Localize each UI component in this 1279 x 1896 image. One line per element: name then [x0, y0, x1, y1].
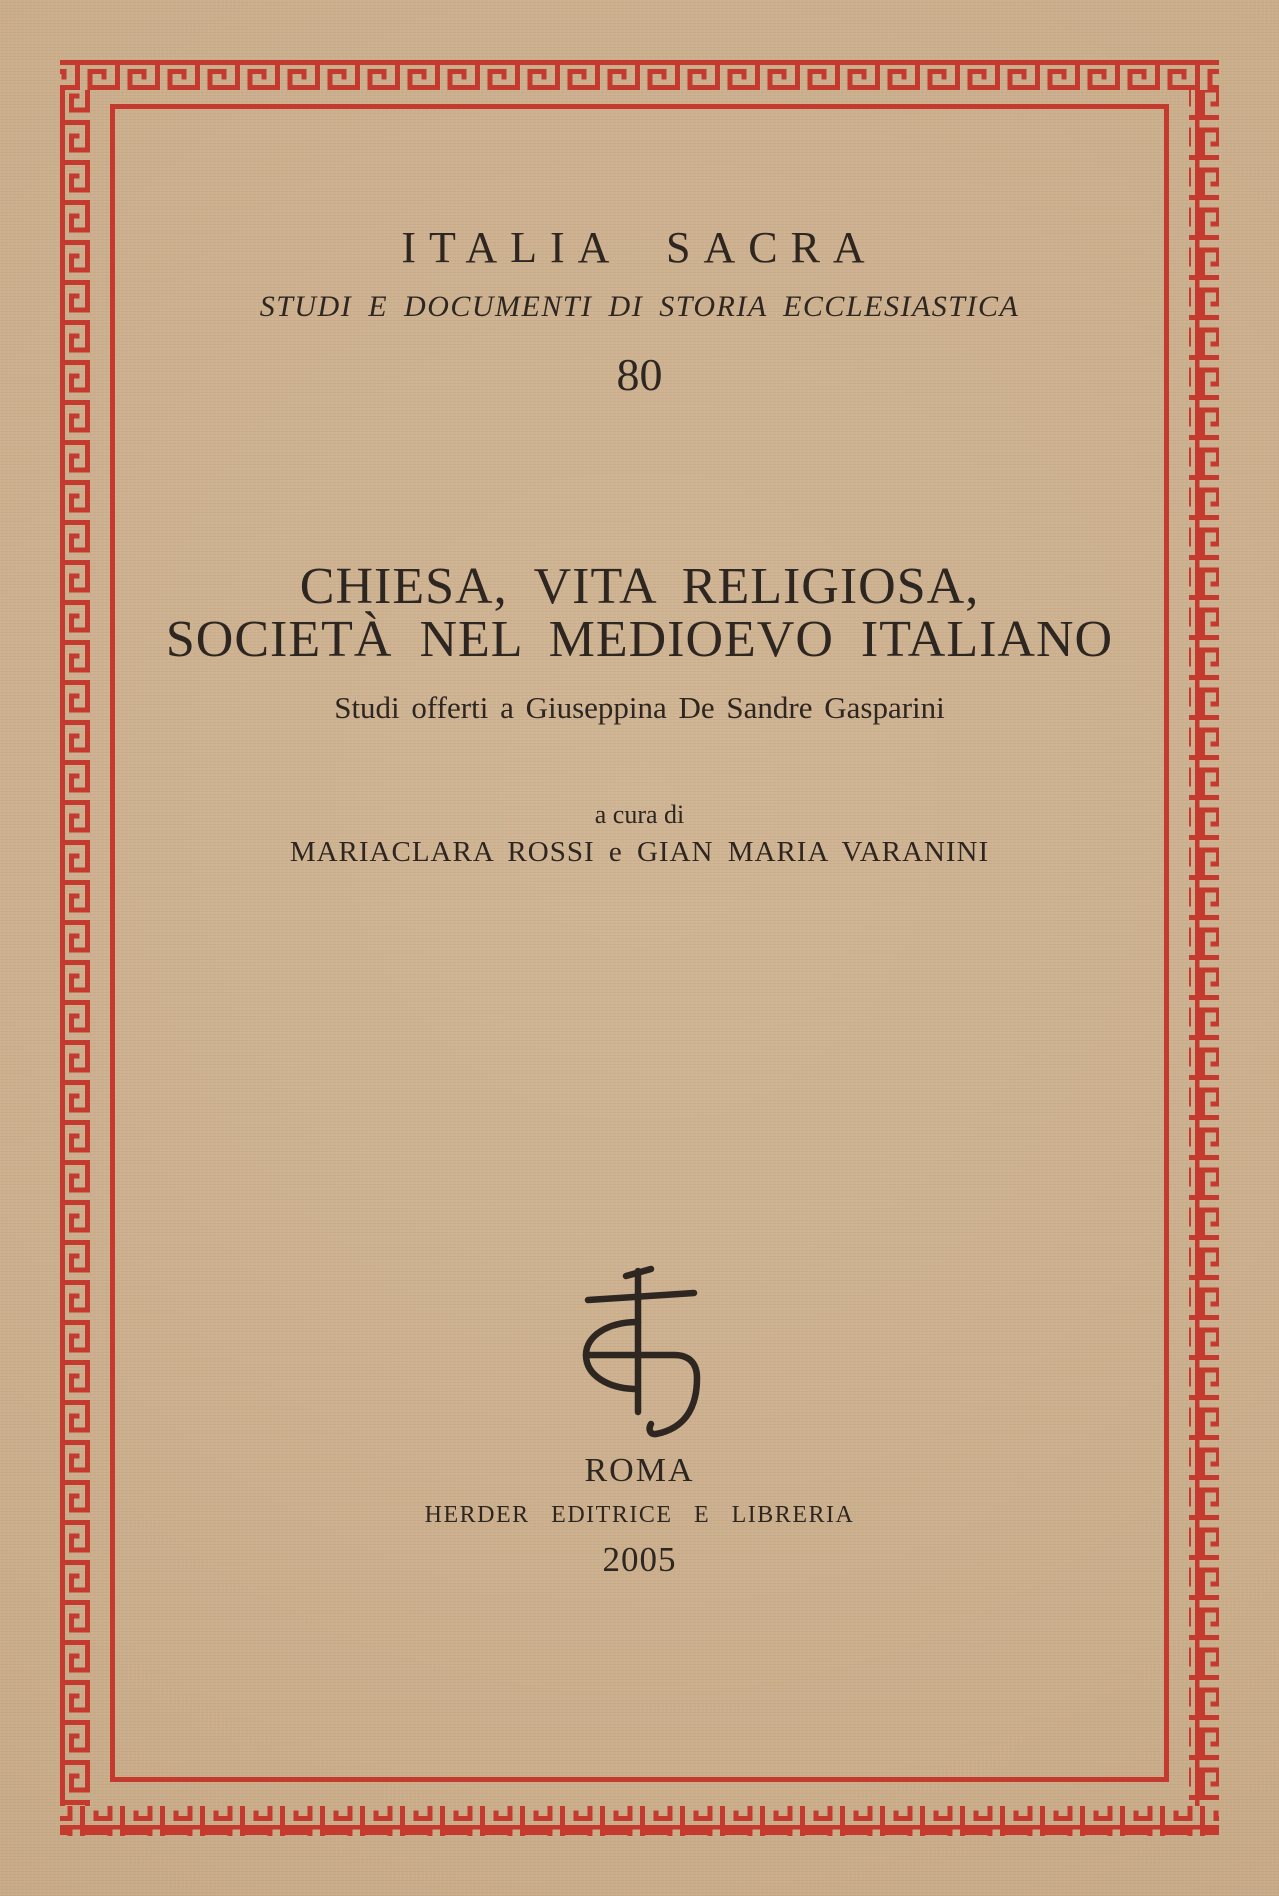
title-page-content	[110, 104, 1169, 1782]
greek-key-border-top	[60, 60, 1219, 90]
logo-crossbar	[588, 1293, 694, 1300]
logo-top-serif	[626, 1269, 651, 1276]
editors: MARIACLARA ROSSI e GIAN MARIA VARANINI	[289, 836, 990, 868]
greek-key-border-bottom	[60, 1806, 1219, 1836]
series-number: 80	[616, 349, 663, 400]
publisher-logo-icon	[575, 1262, 705, 1438]
series-subtitle: STUDI E DOCUMENTI DI STORIA ECCLESIASTICA	[259, 290, 1020, 323]
greek-key-border-left	[60, 90, 90, 1806]
book-title-line1: CHIESA, VITA RELIGIOSA,	[299, 558, 980, 615]
greek-key-border-right	[1189, 90, 1219, 1806]
book-title	[110, 560, 1169, 666]
series-title: ITALIA SACRA	[401, 223, 878, 272]
publisher-name: HERDER EDITRICE E LIBRERIA	[424, 1502, 855, 1528]
curation-label: a cura di	[594, 800, 685, 829]
publication-year: 2005	[602, 1540, 677, 1579]
book-title-line2: SOCIETÀ NEL MEDIOEVO ITALIANO	[165, 611, 1114, 668]
book-subtitle: Studi offerti a Giuseppina De Sandre Gasparini	[334, 690, 945, 725]
publisher-city: ROMA	[584, 1452, 695, 1489]
logo-equator-and-hook	[586, 1355, 697, 1434]
